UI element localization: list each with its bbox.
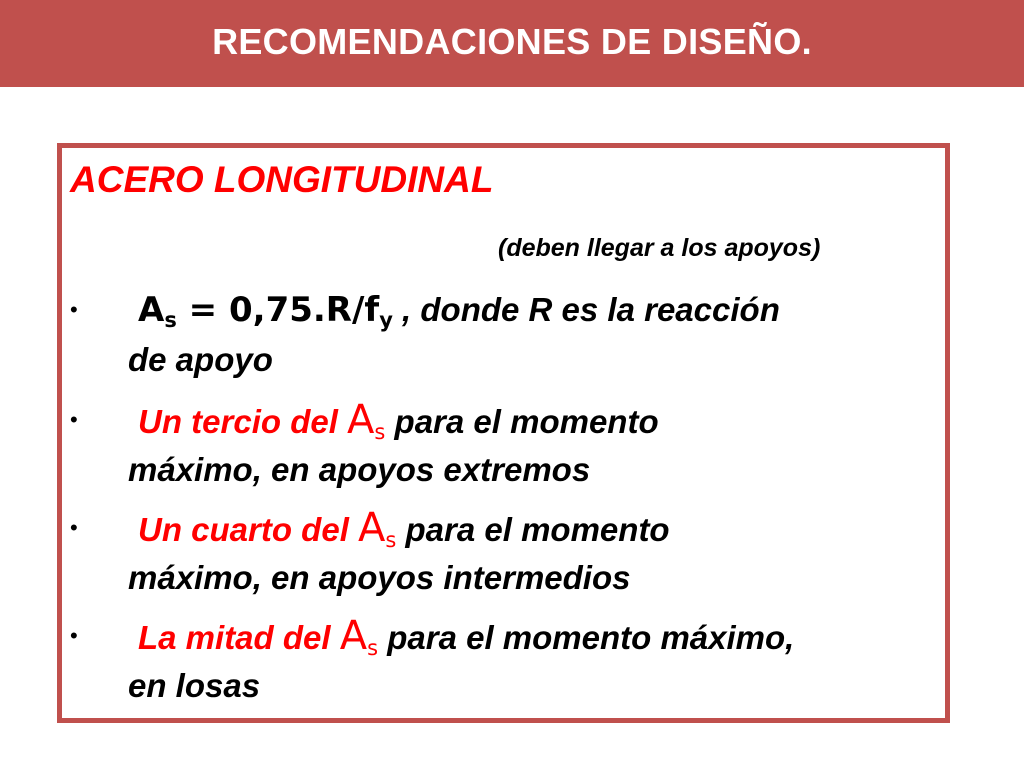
formula-as <box>138 290 393 330</box>
section-note: (deben llegar a los apoyos) <box>498 234 821 262</box>
section-heading: ACERO LONGITUDINAL <box>70 159 494 200</box>
as-subscript: s <box>385 528 397 552</box>
formula-subscript: s <box>164 308 177 332</box>
as-symbol <box>358 505 396 551</box>
bullet-line-2: máximo, en apoyos extremos <box>128 451 591 488</box>
bullet-text: para el momento <box>385 403 659 440</box>
bullet-formula <box>70 288 940 398</box>
formula-symbol: A <box>138 290 165 330</box>
as-symbol <box>340 613 378 659</box>
bullet-red-text: Un tercio del <box>138 403 348 440</box>
bullet-line-1 <box>138 398 659 444</box>
as-subscript: s <box>367 636 379 660</box>
bullet-dot: • <box>70 515 78 540</box>
as-letter: A <box>339 613 368 659</box>
as-symbol <box>347 397 385 443</box>
bullet-un-cuarto <box>70 506 940 616</box>
bullet-la-mitad <box>70 614 940 724</box>
bullet-line-1 <box>138 614 794 660</box>
as-subscript: s <box>374 420 386 444</box>
formula-fy-subscript: y <box>379 308 393 332</box>
bullet-line-2: en losas <box>128 667 261 704</box>
bullet-red-text: Un cuarto del <box>138 511 359 548</box>
bullet-text: , donde R es la reacción <box>392 291 780 328</box>
bullet-dot: • <box>70 297 78 322</box>
bullet-line-1 <box>138 506 670 552</box>
formula-equation: = 0,75.R/f <box>176 290 380 330</box>
bullet-line-2: de apoyo <box>128 341 273 378</box>
as-letter: A <box>358 505 386 551</box>
bullet-line-2: máximo, en apoyos intermedios <box>128 559 631 596</box>
slide-title: RECOMENDACIONES DE DISEÑO. <box>212 21 812 62</box>
bullet-text: para el momento <box>396 511 670 548</box>
bullet-un-tercio <box>70 398 940 508</box>
bullet-dot: • <box>70 407 78 432</box>
as-letter: A <box>347 397 375 443</box>
bullet-red-text: La mitad del <box>138 619 340 656</box>
bullet-text: para el momento máximo, <box>378 619 795 656</box>
bullet-dot: • <box>70 623 78 648</box>
bullet-line-1 <box>138 288 780 332</box>
